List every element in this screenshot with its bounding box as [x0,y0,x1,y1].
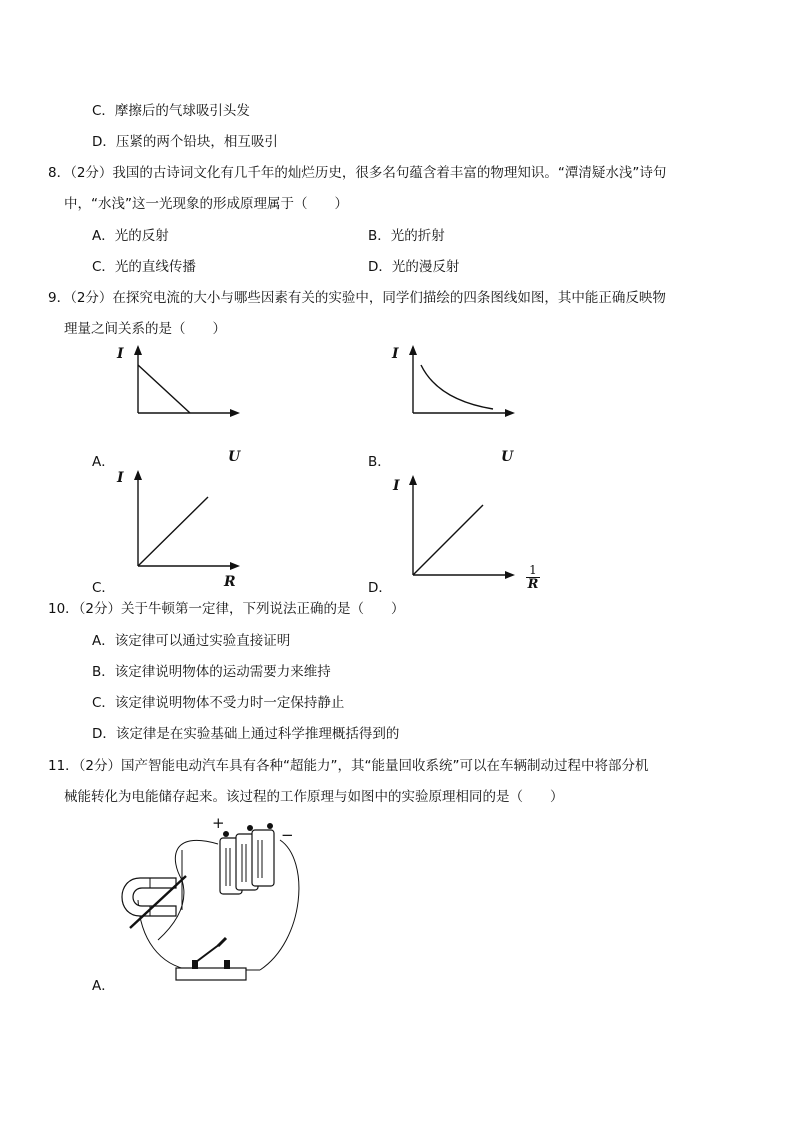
q10-option-a: A．该定律可以通过实验直接证明 [92,633,291,649]
y-axis-arrow [134,345,142,355]
q10-option-c: C．该定律说明物体不受力时一定保持静止 [92,695,345,711]
q7-option-c: C．摩擦后的气球吸引头发 [92,103,250,119]
graph-b-xlabel: U [501,449,514,465]
graph-d-xlabel-numerator: 1 [529,563,537,577]
y-axis-arrow [134,470,142,480]
graph-a-axes [128,345,248,445]
q7-option-d: D．压紧的两个铅块，相互吸引 [92,134,278,150]
switch-contact [224,960,230,969]
switch-base [176,968,246,980]
graph-b-ylabel: I [392,346,399,362]
q9-stem-line1: 9．（2分）在探究电流的大小与哪些因素有关的实验中，同学们描绘的四条图线如图，其中能正确反映物 [48,290,666,306]
y-axis-arrow [409,345,417,355]
graph-a-xlabel: U [228,449,241,465]
graph-a-ylabel: I [117,346,124,362]
x-axis-arrow [505,409,515,417]
x-axis-arrow [230,409,240,417]
battery-minus-sign: − [281,826,294,844]
x-axis-arrow [505,571,515,579]
q11-circuit-diagram [110,820,320,990]
x-axis-arrow [230,562,240,570]
graph-b-axes [403,345,523,445]
q10-option-d: D．该定律是在实验基础上通过科学推理概括得到的 [92,726,400,742]
battery-terminal [267,823,273,829]
graph-d-option: D． [368,580,392,596]
wire-left [158,840,218,940]
knife-switch [176,938,246,980]
q11-stem-line2: 械能转化为电能储存起来。该过程的工作原理与如图中的实验原理相同的是（ ） [64,789,564,805]
battery-cell-3 [252,830,274,886]
graph-a-option: A． [92,454,115,470]
q8-stem-line1: 8．（2分）我国的古诗词文化有几千年的灿烂历史，很多名句蕴含着丰富的物理知识。“潭清疑水浅”诗句 [48,165,667,181]
graph-c-curve [138,497,208,566]
graph-d-ylabel: I [393,478,400,494]
graph-b-option: B． [368,454,391,470]
graph-c-option: C． [92,580,115,596]
graph-c-axes [128,470,248,570]
q10-stem-line1: 10．（2分）关于牛顿第一定律，下列说法正确的是（ ） [48,601,405,617]
battery-terminal [247,825,253,831]
switch-handle [218,938,226,946]
switch-blade [196,944,220,962]
y-axis-arrow [409,475,417,485]
q9-stem-line2: 理量之间关系的是（ ） [64,321,226,337]
q11-option-a: A． [92,978,115,994]
graph-a-curve [138,365,190,413]
q8-stem-line2: 中，“水浅”这一光现象的形成原理属于（ ） [64,196,348,212]
graph-c-ylabel: I [117,470,124,486]
graph-d-xlabel-denominator: R [527,577,539,592]
q11-stem-line1: 11．（2分）国产智能电动汽车具有各种“超能力”，其“能量回收系统”可以在车辆制动过程中将部分机 [48,758,649,774]
graph-b-curve [421,365,493,409]
q8-option-b: B．光的折射 [368,228,445,244]
q8-option-c: C．光的直线传播 [92,259,196,275]
graph-d-curve [413,505,483,575]
graph-c-xlabel: R [224,574,236,590]
q8-option-a: A．光的反射 [92,228,169,244]
graph-d-xlabel [526,564,540,591]
q10-option-b: B．该定律说明物体的运动需要力来维持 [92,664,331,680]
graph-d-axes [403,475,533,575]
battery-plus-sign: + [212,814,225,832]
battery-pack [220,823,274,894]
q8-option-d: D．光的漫反射 [368,259,460,275]
